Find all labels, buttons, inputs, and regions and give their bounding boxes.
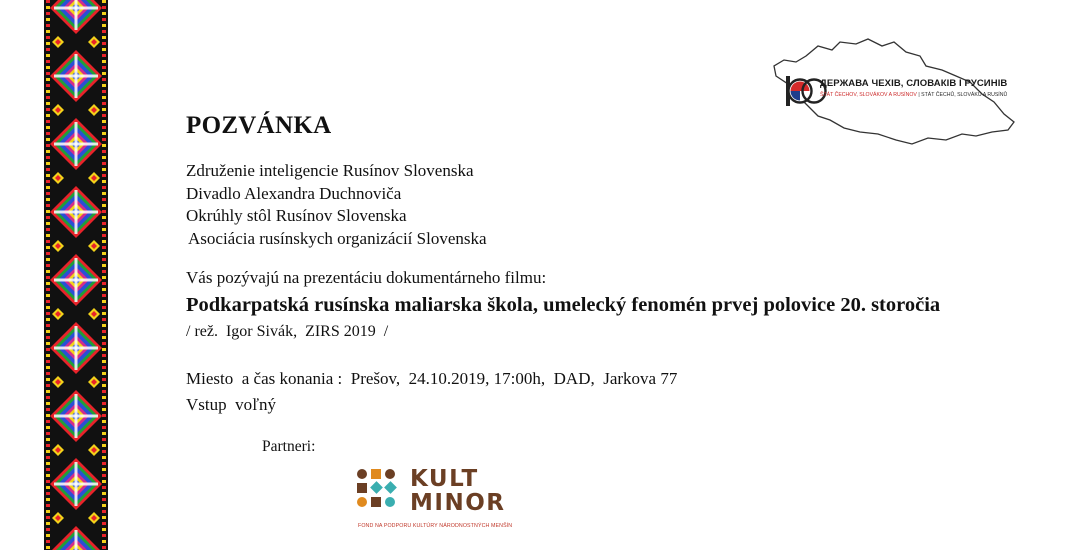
- stitch-left: [46, 426, 50, 429]
- stitch-left: [46, 486, 50, 489]
- entry-info: Vstup voľný: [186, 395, 277, 414]
- stitch-left: [46, 270, 50, 273]
- motif-cross-horizontal: [54, 7, 98, 10]
- stitch-right: [102, 348, 106, 351]
- stitch-right: [102, 336, 106, 339]
- stitch-right: [102, 354, 106, 357]
- stitch-right: [102, 420, 106, 423]
- stitch-left: [46, 288, 50, 291]
- stitch-left: [46, 150, 50, 153]
- stitch-left: [46, 192, 50, 195]
- stitch-left: [46, 90, 50, 93]
- invite-text: Vás pozývajú na prezentáciu dokumentárneho filmu:: [186, 268, 547, 287]
- venue-and-time: Miesto a čas konania : Prešov, 24.10.2019, 17:00h, DAD, Jarkova 77: [186, 369, 678, 388]
- stitch-right: [102, 108, 106, 111]
- logo-tagline: FOND NA PODPORU KULTÚRY NÁRODNOSTNÝCH MENŠÍN: [358, 523, 513, 529]
- stitch-right: [102, 0, 106, 3]
- stitch-right: [102, 522, 106, 525]
- organizer-item: Okrúhly stôl Rusínov Slovenska: [186, 206, 407, 225]
- motif-cross-horizontal: [54, 347, 98, 350]
- stitch-right: [102, 6, 106, 9]
- stitch-left: [46, 360, 50, 363]
- stitch-right: [102, 138, 106, 141]
- stitch-right: [102, 186, 106, 189]
- stitch-left: [46, 462, 50, 465]
- stitch-right: [102, 168, 106, 171]
- stitch-left: [46, 108, 50, 111]
- stitch-right: [102, 534, 106, 537]
- stitch-right: [102, 468, 106, 471]
- stitch-left: [46, 258, 50, 261]
- stitch-right: [102, 42, 106, 45]
- emblem-diamond: [370, 481, 383, 494]
- stitch-right: [102, 120, 106, 123]
- stitch-right: [102, 132, 106, 135]
- logo-ukrainian-text: ДЕРЖАВА ЧЕХІВ, СЛОВАКІВ І РУСИНІВ: [820, 78, 1008, 89]
- stitch-right: [102, 276, 106, 279]
- stitch-left: [46, 264, 50, 267]
- stitch-right: [102, 228, 106, 231]
- stitch-right: [102, 180, 106, 183]
- stitch-right: [102, 426, 106, 429]
- stitch-left: [46, 12, 50, 15]
- stitch-left: [46, 354, 50, 357]
- stitch-left: [46, 540, 50, 543]
- stitch-right: [102, 90, 106, 93]
- stitch-right: [102, 12, 106, 15]
- stitch-right: [102, 78, 106, 81]
- stitch-right: [102, 144, 106, 147]
- stitch-left: [46, 546, 50, 549]
- stitch-left: [46, 330, 50, 333]
- stitch-left: [46, 324, 50, 327]
- stitch-right: [102, 516, 106, 519]
- stitch-left: [46, 408, 50, 411]
- stitch-right: [102, 312, 106, 315]
- stitch-left: [46, 306, 50, 309]
- stitch-left: [46, 372, 50, 375]
- stitch-right: [102, 402, 106, 405]
- stitch-left: [46, 42, 50, 45]
- stitch-right: [102, 486, 106, 489]
- stitch-right: [102, 30, 106, 33]
- stitch-right: [102, 96, 106, 99]
- stitch-left: [46, 96, 50, 99]
- stitch-left: [46, 246, 50, 249]
- stitch-left: [46, 54, 50, 57]
- motif-cross-horizontal: [54, 75, 98, 78]
- stitch-right: [102, 540, 106, 543]
- partners-label: Partneri:: [262, 438, 316, 455]
- motif-cross-horizontal: [54, 279, 98, 282]
- motif-cross-vertical: [75, 0, 78, 30]
- stitch-left: [46, 66, 50, 69]
- stitch-left: [46, 438, 50, 441]
- logo-text-red: ŠTÁT ČECHOV, SLOVÁKOV A RUSÍNOV: [820, 92, 917, 98]
- stitch-left: [46, 468, 50, 471]
- stitch-right: [102, 36, 106, 39]
- stitch-left: [46, 24, 50, 27]
- logo-word-minor: MINOR: [410, 490, 506, 516]
- stitch-left: [46, 450, 50, 453]
- film-credit: / rež. Igor Sivák, ZIRS 2019 /: [186, 323, 389, 340]
- stitch-left: [46, 378, 50, 381]
- stitch-left: [46, 504, 50, 507]
- stitch-right: [102, 330, 106, 333]
- motif-cross-horizontal: [54, 211, 98, 214]
- stitch-left: [46, 510, 50, 513]
- stitch-left: [46, 492, 50, 495]
- stitch-right: [102, 438, 106, 441]
- stitch-right: [102, 234, 106, 237]
- stitch-right: [102, 318, 106, 321]
- stitch-left: [46, 114, 50, 117]
- stitch-right: [102, 102, 106, 105]
- stitch-right: [102, 492, 106, 495]
- stitch-left: [46, 384, 50, 387]
- stitch-left: [46, 342, 50, 345]
- stitch-left: [46, 18, 50, 21]
- stitch-right: [102, 432, 106, 435]
- stitch-right: [102, 450, 106, 453]
- stitch-right: [102, 60, 106, 63]
- stitch-right: [102, 408, 106, 411]
- kult-minor-emblem: [354, 466, 414, 518]
- stitch-right: [102, 156, 106, 159]
- stitch-right: [102, 504, 106, 507]
- stitch-left: [46, 336, 50, 339]
- stitch-right: [102, 252, 106, 255]
- emblem-dot: [385, 469, 395, 479]
- stitch-left: [46, 102, 50, 105]
- stitch-right: [102, 306, 106, 309]
- stitch-left: [46, 228, 50, 231]
- stitch-right: [102, 240, 106, 243]
- stitch-left: [46, 198, 50, 201]
- stitch-right: [102, 444, 106, 447]
- stitch-left: [46, 240, 50, 243]
- stitch-right: [102, 48, 106, 51]
- emblem-diamond: [384, 481, 397, 494]
- stitch-right: [102, 360, 106, 363]
- stitch-left: [46, 480, 50, 483]
- stitch-right: [102, 24, 106, 27]
- stitch-right: [102, 72, 106, 75]
- stitch-right: [102, 372, 106, 375]
- logo-slovak-czech-text: ŠTÁT ČECHOV, SLOVÁKOV A RUSÍNOV | STÁT ČECHŮ, SLOVÁKŮ A RUSÍNŮ: [820, 92, 1008, 98]
- stitch-right: [102, 414, 106, 417]
- logo-text-black: STÁT ČECHŮ, SLOVÁKŮ A RUSÍNŮ: [921, 92, 1008, 98]
- stitch-right: [102, 396, 106, 399]
- kult-minor-logo: [354, 466, 554, 532]
- stitch-right: [102, 222, 106, 225]
- stitch-right: [102, 246, 106, 249]
- stitch-right: [102, 216, 106, 219]
- stitch-left: [46, 156, 50, 159]
- emblem-square: [371, 469, 381, 479]
- stitch-right: [102, 510, 106, 513]
- stitch-left: [46, 396, 50, 399]
- stitch-left: [46, 282, 50, 285]
- stitch-right: [102, 18, 106, 21]
- stitch-left: [46, 432, 50, 435]
- stitch-left: [46, 348, 50, 351]
- embroidered-border: [44, 0, 108, 550]
- stitch-left: [46, 84, 50, 87]
- stitch-left: [46, 222, 50, 225]
- stitch-right: [102, 264, 106, 267]
- stitch-left: [46, 72, 50, 75]
- logo-word-kult: KULT: [410, 466, 479, 492]
- stitch-left: [46, 252, 50, 255]
- stitch-right: [102, 294, 106, 297]
- stitch-right: [102, 456, 106, 459]
- stitch-left: [46, 48, 50, 51]
- stitch-left: [46, 474, 50, 477]
- stitch-right: [102, 324, 106, 327]
- motif-cross-horizontal: [54, 483, 98, 486]
- stitch-left: [46, 234, 50, 237]
- stitch-left: [46, 276, 50, 279]
- stitch-left: [46, 534, 50, 537]
- organizer-item: Združenie inteligencie Rusínov Slovenska: [186, 161, 474, 180]
- stitch-left: [46, 318, 50, 321]
- motif-cross-vertical: [75, 530, 78, 550]
- stitch-left: [46, 414, 50, 417]
- stitch-left: [46, 180, 50, 183]
- stitch-left: [46, 210, 50, 213]
- stitch-right: [102, 84, 106, 87]
- stitch-right: [102, 366, 106, 369]
- stitch-left: [46, 366, 50, 369]
- stitch-right: [102, 528, 106, 531]
- stitch-left: [46, 420, 50, 423]
- stitch-right: [102, 66, 106, 69]
- stitch-left: [46, 216, 50, 219]
- stitch-right: [102, 378, 106, 381]
- stitch-left: [46, 294, 50, 297]
- stitch-right: [102, 270, 106, 273]
- centenary-logo: [766, 36, 1022, 152]
- motif-cross-horizontal: [54, 415, 98, 418]
- stitch-left: [46, 132, 50, 135]
- stitch-right: [102, 174, 106, 177]
- stitch-left: [46, 528, 50, 531]
- stitch-left: [46, 78, 50, 81]
- stitch-right: [102, 204, 106, 207]
- stitch-right: [102, 342, 106, 345]
- organizer-item: Asociácia rusínskych organizácií Slovenska: [188, 228, 487, 248]
- stitch-right: [102, 546, 106, 549]
- stitch-right: [102, 126, 106, 129]
- stitch-left: [46, 138, 50, 141]
- emblem-square: [357, 483, 367, 493]
- stitch-left: [46, 168, 50, 171]
- stitch-right: [102, 384, 106, 387]
- stitch-right: [102, 288, 106, 291]
- embroidery-pattern: [44, 0, 108, 550]
- motif-cross-horizontal: [54, 143, 98, 146]
- film-title: Podkarpatská rusínska maliarska škola, umelecký fenomén prvej polovice 20. storočia: [186, 294, 941, 316]
- stitch-left: [46, 456, 50, 459]
- stitch-right: [102, 480, 106, 483]
- emblem-dot: [357, 469, 367, 479]
- stitch-left: [46, 0, 50, 3]
- stitch-right: [102, 258, 106, 261]
- organizer-list: [186, 160, 487, 250]
- stitch-left: [46, 120, 50, 123]
- stitch-left: [46, 522, 50, 525]
- stitch-left: [46, 126, 50, 129]
- stitch-left: [46, 204, 50, 207]
- stitch-right: [102, 474, 106, 477]
- emblem-dot: [385, 497, 395, 507]
- stitch-left: [46, 144, 50, 147]
- stitch-left: [46, 36, 50, 39]
- stitch-left: [46, 6, 50, 9]
- invitation-title: POZVÁNKA: [186, 112, 332, 139]
- stitch-right: [102, 210, 106, 213]
- stitch-left: [46, 174, 50, 177]
- stitch-left: [46, 444, 50, 447]
- stitch-right: [102, 498, 106, 501]
- stitch-right: [102, 462, 106, 465]
- stitch-left: [46, 60, 50, 63]
- stitch-left: [46, 186, 50, 189]
- stitch-right: [102, 54, 106, 57]
- stitch-left: [46, 300, 50, 303]
- stitch-right: [102, 192, 106, 195]
- stitch-left: [46, 30, 50, 33]
- stitch-right: [102, 282, 106, 285]
- stitch-left: [46, 312, 50, 315]
- emblem-square: [371, 497, 381, 507]
- stitch-left: [46, 162, 50, 165]
- stitch-right: [102, 114, 106, 117]
- emblem-dot: [357, 497, 367, 507]
- stitch-left: [46, 390, 50, 393]
- stitch-right: [102, 390, 106, 393]
- organizer-item: Divadlo Alexandra Duchnoviča: [186, 183, 402, 203]
- stitch-right: [102, 198, 106, 201]
- stitch-left: [46, 402, 50, 405]
- stitch-right: [102, 300, 106, 303]
- stitch-left: [46, 516, 50, 519]
- stitch-left: [46, 498, 50, 501]
- stitch-right: [102, 150, 106, 153]
- stitch-right: [102, 162, 106, 165]
